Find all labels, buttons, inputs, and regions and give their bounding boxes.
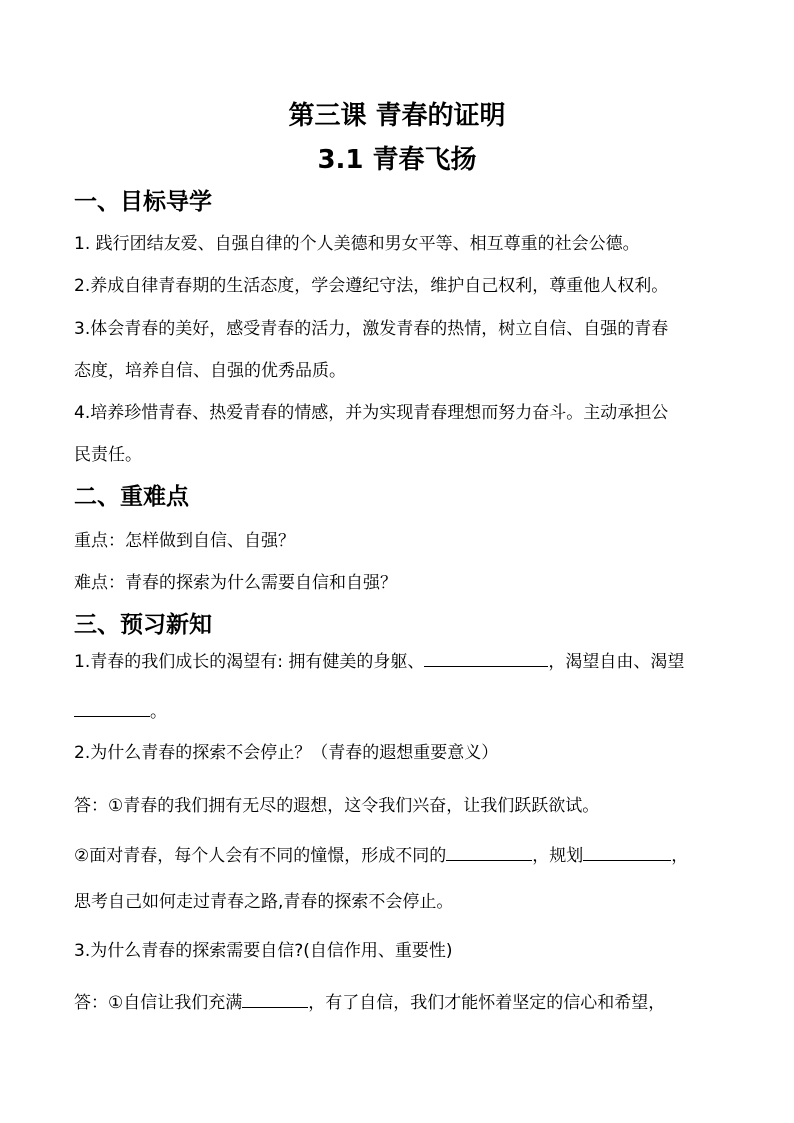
section-heading-goals: 一、目标导学 — [74, 189, 212, 215]
question-2-answer-1: 答：①青春的我们拥有无尽的遐想，这令我们兴奋，让我们跃跃欲试。 — [74, 796, 600, 816]
question-2-answer-2-c: ， — [671, 846, 689, 866]
difficult-point-line: 难点：青春的探索为什么需要自信和自强？ — [74, 573, 397, 593]
fill-blank[interactable] — [74, 698, 150, 717]
question-1-text-b: ，渴望自由、渴望 — [548, 652, 685, 672]
question-1-line-2 — [74, 698, 167, 724]
lesson-title: 第三课 青春的证明 — [288, 101, 506, 131]
goal-line: 民责任。 — [74, 445, 142, 465]
key-point-line: 重点：怎样做到自信、自强？ — [74, 531, 295, 551]
question-1-text-c: 。 — [150, 702, 167, 722]
question-3-title: 3.为什么青春的探索需要自信?(自信作用、重要性) — [74, 941, 453, 961]
goal-line: 2.养成自律青春期的生活态度，学会遵纪守法，维护自己权利，尊重他人权利。 — [74, 276, 669, 296]
question-2-title: 2.为什么青春的探索不会停止？（青春的遐想重要意义） — [74, 743, 499, 763]
fill-blank[interactable] — [424, 648, 548, 667]
goal-line: 3.体会青春的美好，感受青春的活力，激发青春的热情，树立自信、自强的青春 — [74, 319, 669, 339]
question-1-line — [74, 648, 684, 674]
question-3-answer-1-a: 答：①自信让我们充满 — [74, 993, 243, 1013]
question-2-answer-2 — [74, 842, 688, 868]
question-3-answer-1-b: ，有了自信，我们才能怀着坚定的信心和希望， — [308, 993, 666, 1013]
goal-line: 4.培养珍惜青春、热爱青春的情感，并为实现青春理想而努力奋斗。主动承担公 — [74, 403, 669, 423]
question-2-answer-3: 思考自己如何走过青春之路,青春的探索不会停止。 — [74, 892, 454, 912]
question-1-text-a: 1.青春的我们成长的渴望有: 拥有健美的身躯、 — [74, 652, 425, 672]
goal-line: 态度，培养自信、自强的优秀品质。 — [74, 361, 346, 381]
fill-blank[interactable] — [242, 989, 308, 1008]
fill-blank[interactable] — [446, 842, 532, 861]
section-heading-key-points: 二、重难点 — [74, 484, 189, 510]
goal-line: 1. 践行团结友爱、自强自律的个人美德和男女平等、相互尊重的社会公德。 — [74, 234, 640, 254]
lesson-subtitle: 3.1 青春飞扬 — [317, 145, 477, 175]
question-3-answer-1 — [74, 989, 665, 1015]
question-2-answer-2-a: ②面对青春，每个人会有不同的憧憬，形成不同的 — [74, 846, 447, 866]
section-heading-preview: 三、预习新知 — [74, 612, 212, 638]
question-2-answer-2-b: ，规划 — [532, 846, 584, 866]
fill-blank[interactable] — [583, 842, 671, 861]
